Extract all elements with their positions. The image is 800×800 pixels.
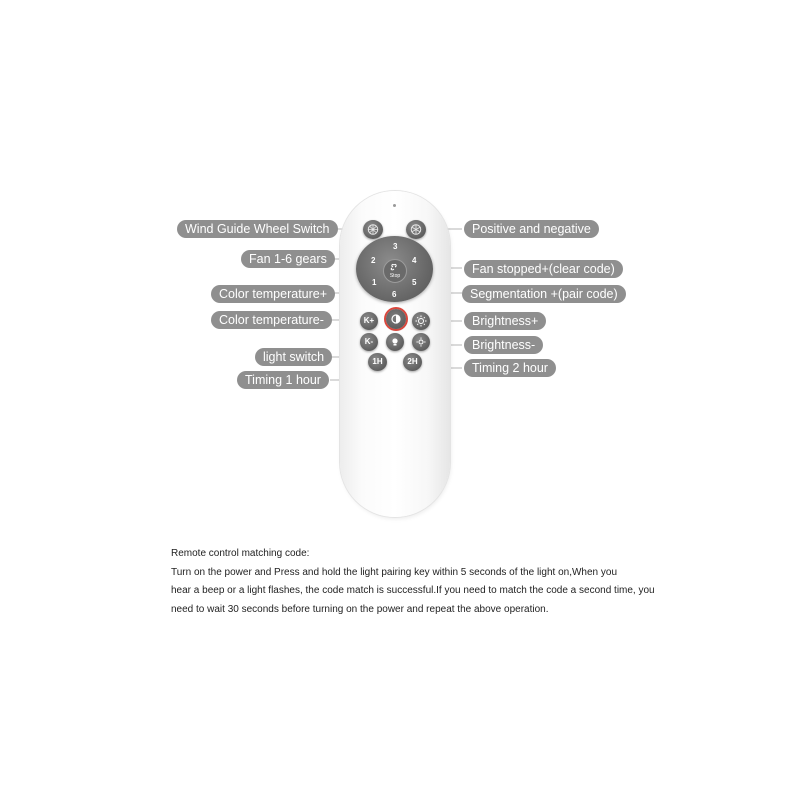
- light-bulb-icon: [386, 333, 404, 351]
- k-minus-label: K-: [364, 337, 374, 346]
- timer-1h-label: 1H: [372, 357, 383, 366]
- instructions-line-3: need to wait 30 seconds before turning on the power and repeat the above operation.: [171, 603, 549, 615]
- label-positive-negative: Positive and negative: [464, 220, 599, 238]
- fan-speed-4[interactable]: 4: [412, 256, 417, 265]
- timer-1h-button[interactable]: [368, 353, 387, 371]
- label-light-switch: light switch: [255, 348, 332, 366]
- sun-small-icon: [412, 333, 430, 351]
- fan-speed-6[interactable]: 6: [392, 290, 397, 299]
- label-fan-stopped: Fan stopped+(clear code): [464, 260, 623, 278]
- stop-label: Stop: [389, 273, 401, 279]
- fan-speed-5[interactable]: 5: [412, 278, 417, 287]
- instructions: [171, 545, 671, 619]
- fan-grille-icon: [363, 220, 383, 239]
- rotation-icon: [406, 220, 426, 239]
- label-fan-gears: Fan 1-6 gears: [241, 250, 335, 268]
- k-plus-label: K+: [363, 316, 375, 325]
- label-timing-1h: Timing 1 hour: [237, 371, 329, 389]
- sun-large-icon: [412, 312, 430, 330]
- label-brightness-minus: Brightness-: [464, 336, 543, 354]
- instructions-title: Remote control matching code:: [171, 548, 310, 559]
- fan-speed-2[interactable]: 2: [371, 256, 376, 265]
- light-switch-button[interactable]: [386, 333, 404, 351]
- label-wind-guide: Wind Guide Wheel Switch: [177, 220, 338, 238]
- indicator-dot: [393, 204, 396, 207]
- fan-stop-button[interactable]: [383, 259, 407, 283]
- label-segmentation: Segmentation +(pair code): [462, 285, 626, 303]
- brightness-minus-button[interactable]: [412, 333, 430, 351]
- label-color-temp-plus: Color temperature+: [211, 285, 335, 303]
- timer-2h-label: 2H: [407, 357, 418, 366]
- wind-guide-button[interactable]: [363, 220, 383, 239]
- brightness-plus-button[interactable]: [412, 312, 430, 330]
- label-timing-2h: Timing 2 hour: [464, 359, 556, 377]
- label-brightness-plus: Brightness+: [464, 312, 546, 330]
- label-color-temp-minus: Color temperature-: [211, 311, 332, 329]
- timer-2h-button[interactable]: [403, 353, 422, 371]
- half-moon-icon: [386, 309, 406, 329]
- direction-button[interactable]: [406, 220, 426, 239]
- color-temp-plus-button[interactable]: [360, 312, 378, 330]
- color-temp-minus-button[interactable]: [360, 333, 378, 351]
- fan-speed-3[interactable]: 3: [393, 242, 398, 251]
- instructions-line-1: Turn on the power and Press and hold the light pairing key within 5 seconds of the light on,When you: [171, 566, 618, 578]
- pair-code-button[interactable]: [386, 309, 406, 329]
- instructions-line-2: hear a beep or a light flashes, the code match is successful.If you need to match the code a second time, you: [171, 585, 655, 596]
- fan-speed-1[interactable]: 1: [372, 278, 377, 287]
